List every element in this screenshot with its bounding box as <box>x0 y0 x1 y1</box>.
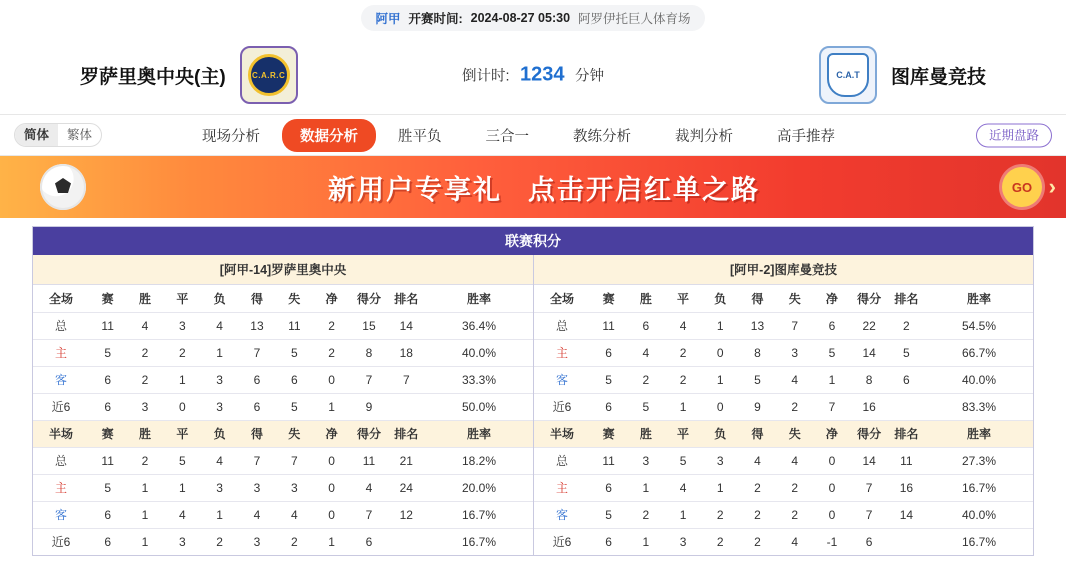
col-goals-for: 得 <box>739 285 776 312</box>
cell: 5 <box>276 339 313 366</box>
col-goal-diff: 净 <box>313 420 350 447</box>
cell: 0 <box>813 447 850 474</box>
away-team[interactable] <box>819 46 986 104</box>
cell: 2 <box>739 501 776 528</box>
promo-go-button[interactable]: GO <box>1002 167 1042 207</box>
cell: 11 <box>888 447 925 474</box>
standings-title: 联赛积分 <box>33 227 1033 255</box>
cell: 27.3% <box>925 447 1033 474</box>
cell: 1 <box>642 534 650 549</box>
cell: 40.0% <box>925 501 1033 528</box>
col-played: 赛 <box>590 420 627 447</box>
cell: 1 <box>627 474 664 501</box>
cell: 1 <box>201 339 238 366</box>
cell: 2 <box>776 393 813 420</box>
cell: 7 <box>350 501 387 528</box>
cell: 6 <box>590 474 627 501</box>
cell: 0 <box>313 474 350 501</box>
table-row <box>33 447 533 474</box>
cell: 4 <box>739 447 776 474</box>
cell: 1 <box>328 534 335 549</box>
cell: 7 <box>350 366 387 393</box>
cell: 4 <box>627 339 664 366</box>
col-draw: 平 <box>164 420 201 447</box>
table-row <box>534 528 1033 555</box>
standings-section <box>32 226 1034 556</box>
cell: 15 <box>350 312 387 339</box>
col-goals-against: 失 <box>276 285 313 312</box>
table-row <box>33 528 533 555</box>
row-label: 客 <box>534 501 590 528</box>
cell: 2 <box>664 366 701 393</box>
cell: 3 <box>776 339 813 366</box>
cell: 0 <box>313 447 350 474</box>
cell: 0 <box>164 393 201 420</box>
home-crest-label: C.A.R.C <box>248 54 290 96</box>
col-rank: 排名 <box>888 285 925 312</box>
table-row <box>534 366 1033 393</box>
row-label: 客 <box>33 366 89 393</box>
col-goal-diff: 净 <box>313 285 350 312</box>
cell: 3 <box>702 447 739 474</box>
cell: 6 <box>365 534 373 549</box>
cell: 13 <box>739 312 776 339</box>
nav-item-three-in-one[interactable]: 三合一 <box>485 128 530 145</box>
kickoff-time: 2024-08-27 05:30 <box>470 11 571 25</box>
col-win: 胜 <box>627 420 664 447</box>
cell: 3 <box>627 447 664 474</box>
cell: 3 <box>201 366 238 393</box>
cell: 36.4% <box>425 312 533 339</box>
cell: 40.0% <box>425 339 533 366</box>
cell: 2 <box>627 366 664 393</box>
cell: 4 <box>791 534 799 549</box>
cell: 11 <box>89 447 126 474</box>
cell: 6 <box>238 393 275 420</box>
cell: 3 <box>276 474 313 501</box>
nav-item-expert-picks[interactable]: 高手推荐 <box>777 128 836 145</box>
table-row <box>534 501 1033 528</box>
home-team-name: 罗萨里奥中央(主) <box>80 66 226 88</box>
col-goals-for: 得 <box>739 420 776 447</box>
cell: 2 <box>126 339 163 366</box>
table-subheader-row <box>33 420 533 447</box>
col-points: 得分 <box>851 420 888 447</box>
col-win-rate: 胜率 <box>925 285 1033 312</box>
cell: 6 <box>276 366 313 393</box>
cell: 1 <box>702 474 739 501</box>
cell: 3 <box>178 534 186 549</box>
row-label: 主 <box>33 339 89 366</box>
nav-item-referee-analysis[interactable]: 裁判分析 <box>675 128 734 145</box>
cell: 0 <box>313 366 350 393</box>
cell: 6 <box>238 366 275 393</box>
nav-items <box>180 119 857 152</box>
col-win-rate: 胜率 <box>425 285 533 312</box>
cell: 3 <box>164 312 201 339</box>
cell: 5 <box>627 393 664 420</box>
language-toggle[interactable] <box>14 123 102 147</box>
col-scope: 全场 <box>534 285 590 312</box>
cell: 1 <box>141 534 149 549</box>
cell: 20.0% <box>425 474 533 501</box>
soccer-ball-icon <box>40 164 86 210</box>
col-points: 得分 <box>851 285 888 312</box>
cell: 16 <box>851 393 888 420</box>
table-row <box>534 393 1033 420</box>
cell: 8 <box>851 366 888 393</box>
cell: 0 <box>813 501 850 528</box>
cell: 11 <box>276 312 313 339</box>
cell: 18.2% <box>425 447 533 474</box>
col-draw: 平 <box>664 420 701 447</box>
cell: 2 <box>739 474 776 501</box>
table-row <box>33 366 533 393</box>
col-points: 得分 <box>350 420 387 447</box>
table-row <box>33 393 533 420</box>
col-win-rate: 胜率 <box>925 420 1033 447</box>
cell: 4 <box>776 447 813 474</box>
cell: 22 <box>851 312 888 339</box>
row-label: 近6 <box>51 535 71 550</box>
standings-away-half <box>533 255 1033 555</box>
cell: 1 <box>201 501 238 528</box>
cell: 9 <box>739 393 776 420</box>
col-scope: 全场 <box>33 285 89 312</box>
cell: 13 <box>238 312 275 339</box>
col-goals-against: 失 <box>276 420 313 447</box>
cell: 7 <box>813 393 850 420</box>
chevron-right-icon: › <box>1048 174 1056 199</box>
cell: 50.0% <box>425 393 533 420</box>
col-goals-against: 失 <box>776 285 813 312</box>
away-crest-label: C.A.T <box>827 53 869 97</box>
cell: 12 <box>388 501 425 528</box>
cell: 16.7% <box>425 501 533 528</box>
cell: 2 <box>126 447 163 474</box>
table-row <box>534 447 1033 474</box>
cell: 6 <box>590 339 627 366</box>
table-header-row <box>534 285 1033 312</box>
home-team[interactable] <box>80 46 298 104</box>
cell: 1 <box>664 501 701 528</box>
cell: 5 <box>89 339 126 366</box>
promo-text-right: 点击开启红单之路 <box>528 174 760 205</box>
cell <box>888 393 925 420</box>
cell: 2 <box>313 312 350 339</box>
cell: 6 <box>605 534 612 549</box>
cell: 6 <box>89 501 126 528</box>
cell: 16.7% <box>461 534 497 549</box>
cell: 33.3% <box>425 366 533 393</box>
col-played: 赛 <box>590 285 627 312</box>
cell: 8 <box>350 339 387 366</box>
cell: 9 <box>350 393 387 420</box>
cell: 14 <box>388 312 425 339</box>
venue-name: 阿罗伊托巨人体育场 <box>578 12 691 26</box>
row-label: 客 <box>33 501 89 528</box>
nav-item-data-analysis[interactable]: 数据分析 <box>282 119 376 152</box>
col-played: 赛 <box>89 420 126 447</box>
col-goals-against: 失 <box>776 420 813 447</box>
cell: 6 <box>89 393 126 420</box>
cell: 4 <box>276 501 313 528</box>
kickoff-label: 开赛时间: <box>408 12 463 26</box>
cell: 2 <box>776 474 813 501</box>
row-label: 总 <box>33 312 89 339</box>
cell: 2 <box>290 534 298 549</box>
cell: 14 <box>888 501 925 528</box>
cell: 16.7% <box>925 474 1033 501</box>
col-points: 得分 <box>350 285 387 312</box>
cell: 2 <box>313 339 350 366</box>
match-info-pill <box>361 5 704 31</box>
col-rank: 排名 <box>388 420 425 447</box>
cell: 1 <box>702 312 739 339</box>
cell: 6 <box>104 534 111 549</box>
countdown-label: 倒计时: <box>462 68 510 85</box>
col-loss: 负 <box>201 420 238 447</box>
cell: 2 <box>216 534 223 549</box>
match-info-bar <box>0 0 1066 36</box>
cell: 2 <box>754 534 761 549</box>
row-label: 主 <box>33 474 89 501</box>
cell <box>388 528 425 555</box>
cell: 3 <box>238 474 275 501</box>
col-scope-half: 半场 <box>33 420 89 447</box>
cell: 3 <box>253 534 261 549</box>
col-played: 赛 <box>89 285 126 312</box>
cell: 2 <box>126 366 163 393</box>
col-loss: 负 <box>702 285 739 312</box>
cell: 6 <box>627 312 664 339</box>
cell: 4 <box>126 312 163 339</box>
cell: 1 <box>164 366 201 393</box>
cell: 1 <box>126 474 163 501</box>
table-row <box>33 501 533 528</box>
col-win: 胜 <box>126 285 163 312</box>
standings-home-half <box>33 255 533 555</box>
nav-item-coach-analysis[interactable]: 教练分析 <box>573 128 632 145</box>
table-row <box>534 339 1033 366</box>
cell: 4 <box>201 447 238 474</box>
away-team-name: 图库曼竞技 <box>890 66 986 88</box>
promo-banner[interactable] <box>0 156 1066 218</box>
cell: 83.3% <box>925 393 1033 420</box>
main-nav <box>0 114 1066 156</box>
row-label: 主 <box>534 339 590 366</box>
cell: 3 <box>679 534 687 549</box>
standings-split <box>33 255 1033 555</box>
cell: 40.0% <box>925 366 1033 393</box>
cell: 7 <box>388 366 425 393</box>
cell: 4 <box>664 312 701 339</box>
cell: 7 <box>276 447 313 474</box>
cell: 7 <box>851 474 888 501</box>
col-win: 胜 <box>627 285 664 312</box>
cell: 1 <box>126 501 163 528</box>
cell: 7 <box>776 312 813 339</box>
cell: 3 <box>201 474 238 501</box>
league-tag: 阿甲 <box>375 12 401 26</box>
cell: 2 <box>664 339 701 366</box>
cell: 11 <box>89 312 126 339</box>
col-win: 胜 <box>126 420 163 447</box>
cell: 5 <box>590 366 627 393</box>
lang-simplified-option[interactable]: 简体 <box>15 124 58 146</box>
cell: 5 <box>813 339 850 366</box>
cell: 11 <box>350 447 387 474</box>
row-label: 客 <box>534 366 590 393</box>
col-goal-diff: 净 <box>813 420 850 447</box>
cell: 6 <box>813 312 850 339</box>
promo-text-left: 新用户专享礼 <box>328 174 502 205</box>
cell: 1 <box>702 366 739 393</box>
row-label: 近6 <box>534 393 590 420</box>
cell: 2 <box>716 534 724 549</box>
cell: 16 <box>888 474 925 501</box>
cell: 2 <box>702 501 739 528</box>
cell: 0 <box>702 339 739 366</box>
cell: 1 <box>813 366 850 393</box>
cell: 5 <box>89 474 126 501</box>
cell: 18 <box>388 339 425 366</box>
cell: 54.5% <box>925 312 1033 339</box>
promo-banner-text <box>86 168 1002 207</box>
teams-row <box>0 36 1066 114</box>
cell: 0 <box>813 474 850 501</box>
cell: 4 <box>776 366 813 393</box>
countdown-value: 1234 <box>520 63 565 86</box>
cell: 14 <box>851 447 888 474</box>
col-goal-diff: 净 <box>813 285 850 312</box>
col-scope-half: 半场 <box>534 420 590 447</box>
table-header-row <box>33 285 533 312</box>
cell: 1 <box>664 393 701 420</box>
home-team-crest-icon <box>240 46 298 104</box>
cell: 5 <box>739 366 776 393</box>
cell: 4 <box>164 501 201 528</box>
cell: 2 <box>888 312 925 339</box>
cell: 2 <box>164 339 201 366</box>
table-subheader-row <box>534 420 1033 447</box>
lang-traditional-option[interactable]: 繁体 <box>67 128 93 142</box>
col-loss: 负 <box>702 420 739 447</box>
cell: 4 <box>201 312 238 339</box>
col-goals-for: 得 <box>238 420 275 447</box>
cell: 0 <box>702 393 739 420</box>
cell: 7 <box>851 501 888 528</box>
row-label: 总 <box>534 447 590 474</box>
cell: 5 <box>888 339 925 366</box>
cell: 6 <box>590 393 627 420</box>
row-label: 近6 <box>33 393 89 420</box>
cell <box>888 528 925 555</box>
table-row <box>33 312 533 339</box>
cell: 5 <box>164 447 201 474</box>
cell: 6 <box>888 366 925 393</box>
nav-item-live-analysis[interactable]: 现场分析 <box>202 128 261 145</box>
cell: 1 <box>313 393 350 420</box>
cell: 2 <box>776 501 813 528</box>
cell: 24 <box>388 474 425 501</box>
standings-home-heading: [阿甲-14]罗萨里奥中央 <box>33 255 533 285</box>
col-goals-for: 得 <box>238 285 275 312</box>
cell: 5 <box>664 447 701 474</box>
cell: 3 <box>126 393 163 420</box>
cell: 4 <box>350 474 387 501</box>
countdown-unit: 分钟 <box>574 68 604 85</box>
col-win-rate: 胜率 <box>425 420 533 447</box>
cell: -1 <box>826 534 838 549</box>
col-draw: 平 <box>664 285 701 312</box>
table-row <box>534 312 1033 339</box>
standings-home-table <box>33 285 533 555</box>
standings-away-table <box>534 285 1033 555</box>
cell: 3 <box>201 393 238 420</box>
row-label: 总 <box>33 447 89 474</box>
cell: 0 <box>313 501 350 528</box>
cell: 6 <box>865 534 873 549</box>
cell: 6 <box>89 366 126 393</box>
standings-away-heading: [阿甲-2]图库曼竞技 <box>534 255 1033 285</box>
col-rank: 排名 <box>388 285 425 312</box>
row-label: 近6 <box>552 535 572 550</box>
cell: 11 <box>590 312 627 339</box>
cell <box>388 393 425 420</box>
away-team-crest-icon <box>819 46 877 104</box>
cell: 21 <box>388 447 425 474</box>
cell: 11 <box>590 447 627 474</box>
cell: 16.7% <box>961 534 997 549</box>
cell: 66.7% <box>925 339 1033 366</box>
cell: 4 <box>238 501 275 528</box>
row-label: 总 <box>534 312 590 339</box>
table-row <box>33 339 533 366</box>
cell: 8 <box>739 339 776 366</box>
nav-right <box>976 126 1052 145</box>
table-row <box>534 474 1033 501</box>
table-row <box>33 474 533 501</box>
recent-odds-button[interactable]: 近期盘路 <box>976 124 1052 148</box>
cell: 5 <box>276 393 313 420</box>
cell: 7 <box>238 447 275 474</box>
row-label: 主 <box>534 474 590 501</box>
nav-item-win-draw-loss[interactable]: 胜平负 <box>398 128 442 145</box>
col-rank: 排名 <box>888 420 925 447</box>
cell: 1 <box>164 474 201 501</box>
cell: 5 <box>590 501 627 528</box>
cell: 2 <box>627 501 664 528</box>
cell: 7 <box>238 339 275 366</box>
col-loss: 负 <box>201 285 238 312</box>
cell: 4 <box>664 474 701 501</box>
col-draw: 平 <box>164 285 201 312</box>
cell: 14 <box>851 339 888 366</box>
